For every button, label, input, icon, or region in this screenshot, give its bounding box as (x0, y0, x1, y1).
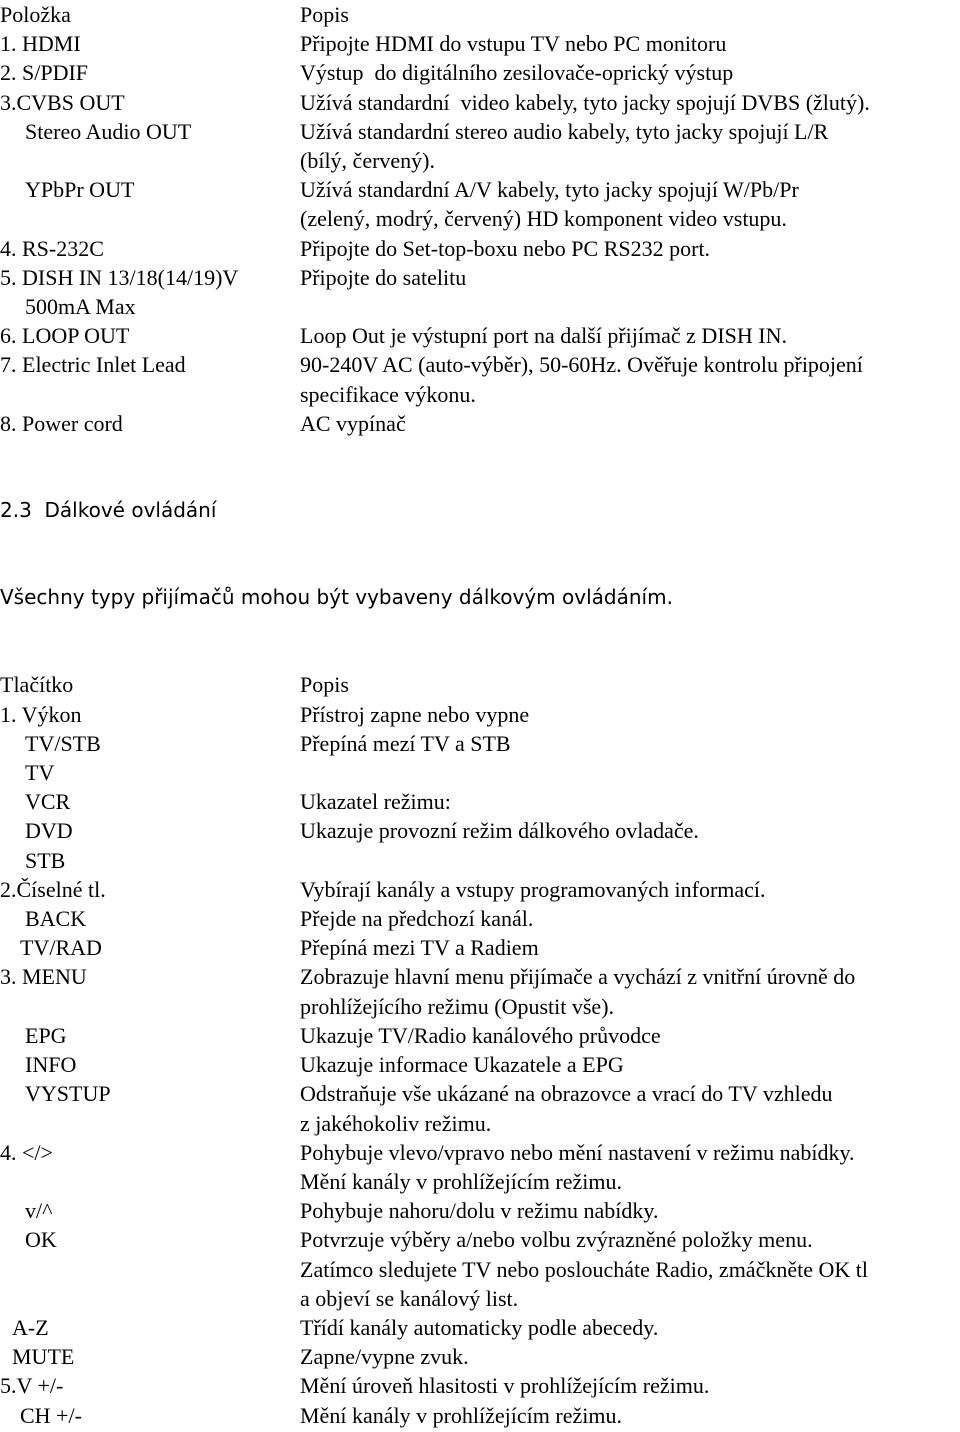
remote-button-row (0, 962, 960, 1020)
remote-rows (0, 700, 960, 1430)
section-title: 2.3 Dálkové ovládání (0, 498, 217, 523)
connector-label: 500mA Max (25, 294, 136, 320)
remote-header (0, 670, 960, 699)
description-line: Zatímco sledujete TV nebo posloucháte Radio, zmáčkněte OK tl (300, 1256, 868, 1282)
connector-row (0, 117, 960, 175)
connector-description (300, 88, 960, 117)
remote-button-label: v/^ (25, 1198, 53, 1224)
description-line: Odstraňuje vše ukázané na obrazovce a vrací do TV vzhledu (300, 1081, 833, 1107)
connectors-rows (0, 29, 960, 438)
remote-button-label: TV/STB (25, 730, 101, 756)
remote-button-label: TV/RAD (20, 935, 102, 961)
connector-label: 5. DISH IN 13/18(14/19)V (0, 264, 239, 290)
remote-button-row (0, 846, 960, 875)
remote-button-description (300, 933, 960, 962)
description-line: Vybírají kanály a vstupy programovaných informací. (300, 876, 766, 902)
connector-label: 8. Power cord (0, 410, 123, 436)
connector-row (0, 350, 960, 408)
description-line: Třídí kanály automaticky podle abecedy. (300, 1314, 659, 1340)
remote-button-description (300, 816, 960, 845)
connector-description (300, 58, 960, 87)
remote-button-row (0, 700, 960, 729)
description-line: Ukazuje TV/Radio kanálového průvodce (300, 1022, 661, 1048)
description-line: z jakéhokoliv režimu. (300, 1110, 492, 1136)
description-line: Pohybuje vlevo/vpravo nebo mění nastavení v režimu nabídky. (300, 1139, 855, 1165)
remote-button-row (0, 904, 960, 933)
description-line: Zapne/vypne zvuk. (300, 1344, 469, 1370)
connector-label: 4. RS-232C (0, 235, 104, 261)
connector-description (300, 263, 960, 292)
remote-button-label: BACK (25, 906, 87, 932)
connector-description (300, 234, 960, 263)
connector-row (0, 292, 960, 321)
description-line: Pohybuje nahoru/dolu v režimu nabídky. (300, 1198, 659, 1224)
remote-button-row (0, 1050, 960, 1079)
connector-description (300, 409, 960, 438)
header-button-label: Tlačítko (0, 672, 74, 698)
connector-row (0, 234, 960, 263)
remote-button-row (0, 1138, 960, 1196)
remote-button-label: MUTE (12, 1344, 75, 1370)
description-line: Mění kanály v prohlížejícím režimu. (300, 1402, 622, 1428)
remote-button-description (300, 1342, 960, 1371)
remote-button-description (300, 1050, 960, 1079)
remote-buttons-table (0, 670, 960, 1429)
description-line: a objeví se kanálový list. (300, 1285, 519, 1311)
description-line: (zelený, modrý, červený) HD komponent video vstupu. (300, 206, 787, 232)
remote-button-label: OK (25, 1227, 57, 1253)
connector-label: 3.CVBS OUT (0, 89, 125, 115)
description-line: Loop Out je výstupní port na další přijímač z DISH IN. (300, 323, 787, 349)
description-line: (bílý, červený). (300, 148, 435, 174)
remote-button-description (300, 787, 960, 816)
remote-button-row (0, 1196, 960, 1225)
remote-button-row (0, 1079, 960, 1137)
remote-button-description (300, 904, 960, 933)
remote-button-description (300, 729, 960, 758)
description-line: specifikace výkonu. (300, 381, 476, 407)
connector-row (0, 58, 960, 87)
connector-label: Stereo Audio OUT (25, 118, 192, 144)
remote-button-description (300, 1021, 960, 1050)
remote-button-label: 1. Výkon (0, 701, 82, 727)
remote-button-label: VYSTUP (25, 1081, 111, 1107)
remote-button-row (0, 875, 960, 904)
connectors-table (0, 0, 960, 438)
description-line: Přepíná mezí TV a STB (300, 730, 511, 756)
connector-label: 1. HDMI (0, 31, 81, 57)
description-line (300, 758, 960, 787)
remote-button-description (300, 1225, 960, 1313)
description-line: Užívá standardní video kabely, tyto jacky spojují DVBS (žlutý). (300, 89, 870, 115)
description-line: Přístroj zapne nebo vypne (300, 701, 530, 727)
remote-button-description (300, 846, 960, 875)
remote-button-label: STB (25, 847, 66, 873)
connector-row (0, 88, 960, 117)
remote-button-description (300, 1313, 960, 1342)
description-line: AC vypínač (300, 410, 406, 436)
remote-button-label: VCR (25, 789, 71, 815)
description-line: Mění úroveň hlasitosti v prohlížejícím režimu. (300, 1373, 710, 1399)
description-line: Mění kanály v prohlížejícím režimu. (300, 1168, 622, 1194)
connector-description (300, 117, 960, 175)
connector-row (0, 29, 960, 58)
remote-button-description (300, 1138, 960, 1196)
description-line: Zobrazuje hlavní menu přijímače a vychází z vnitřní úrovně do (300, 964, 856, 990)
remote-button-label: 3. MENU (0, 964, 87, 990)
remote-button-row (0, 1021, 960, 1050)
remote-button-label: 2.Číselné tl. (0, 876, 106, 902)
connector-description (300, 175, 960, 233)
connector-description (300, 350, 960, 408)
connector-row (0, 175, 960, 233)
header-desc-label: Popis (300, 2, 349, 27)
remote-button-label: 4. </> (0, 1139, 53, 1165)
remote-button-description (300, 1196, 960, 1225)
description-line: Přejde na předchozí kanál. (300, 906, 534, 932)
remote-button-row (0, 787, 960, 816)
connector-row (0, 263, 960, 292)
remote-button-description (300, 1079, 960, 1137)
header-desc-label: Popis (300, 672, 349, 698)
description-line: Potvrzuje výběry a/nebo volbu zvýrazněné položky menu. (300, 1227, 813, 1253)
description-line: Ukazuje provozní režim dálkového ovladače. (300, 818, 699, 844)
description-line: Připojte do Set-top-boxu nebo PC RS232 port. (300, 235, 711, 261)
description-line: Připojte HDMI do vstupu TV nebo PC monitoru (300, 31, 727, 57)
remote-button-row (0, 1225, 960, 1313)
remote-button-row (0, 1371, 960, 1400)
remote-button-label: TV (25, 760, 55, 786)
remote-button-label: DVD (25, 818, 73, 844)
remote-button-label: A-Z (12, 1314, 49, 1340)
description-line: Ukazatel režimu: (300, 789, 451, 815)
connector-row (0, 409, 960, 438)
description-line (300, 846, 960, 875)
remote-button-label: EPG (25, 1022, 67, 1048)
description-line: Užívá standardní A/V kabely, tyto jacky spojují W/Pb/Pr (300, 177, 799, 203)
remote-button-row (0, 933, 960, 962)
header-item-label: Položka (0, 2, 71, 27)
remote-button-row (0, 758, 960, 787)
description-line: Ukazuje informace Ukazatele a EPG (300, 1052, 624, 1078)
remote-button-row (0, 1401, 960, 1430)
connector-label: 2. S/PDIF (0, 60, 89, 86)
remote-button-row (0, 816, 960, 845)
remote-button-description (300, 1401, 960, 1430)
remote-button-description (300, 758, 960, 787)
description-line: prohlížejícího režimu (Opustit vše). (300, 993, 615, 1019)
remote-button-description (300, 1371, 960, 1400)
remote-button-label: 5.V +/- (0, 1373, 64, 1399)
description-line: Přepíná mezi TV a Radiem (300, 935, 539, 961)
connector-label: 6. LOOP OUT (0, 323, 130, 349)
remote-button-description (300, 962, 960, 1020)
connector-description (300, 29, 960, 58)
connector-description (300, 321, 960, 350)
description-line: Připojte do satelitu (300, 264, 467, 290)
description-line: Výstup do digitálního zesilovače-oprický výstup (300, 60, 734, 86)
remote-button-row (0, 729, 960, 758)
remote-button-description (300, 875, 960, 904)
intro-paragraph: Všechny typy přijímačů mohou být vybaveny dálkovým ovládáním. (0, 585, 673, 610)
description-line: 90-240V AC (auto-výběr), 50-60Hz. Ověřuje kontrolu připojení (300, 352, 863, 378)
connector-row (0, 321, 960, 350)
connectors-header (0, 0, 960, 29)
remote-button-label: CH +/- (20, 1402, 82, 1428)
remote-button-description (300, 700, 960, 729)
remote-button-label: INFO (25, 1052, 77, 1078)
connector-label: YPbPr OUT (25, 177, 135, 203)
remote-button-row (0, 1342, 960, 1371)
connector-label: 7. Electric Inlet Lead (0, 352, 186, 378)
description-line: Užívá standardní stereo audio kabely, tyto jacky spojují L/R (300, 118, 829, 144)
remote-button-row (0, 1313, 960, 1342)
